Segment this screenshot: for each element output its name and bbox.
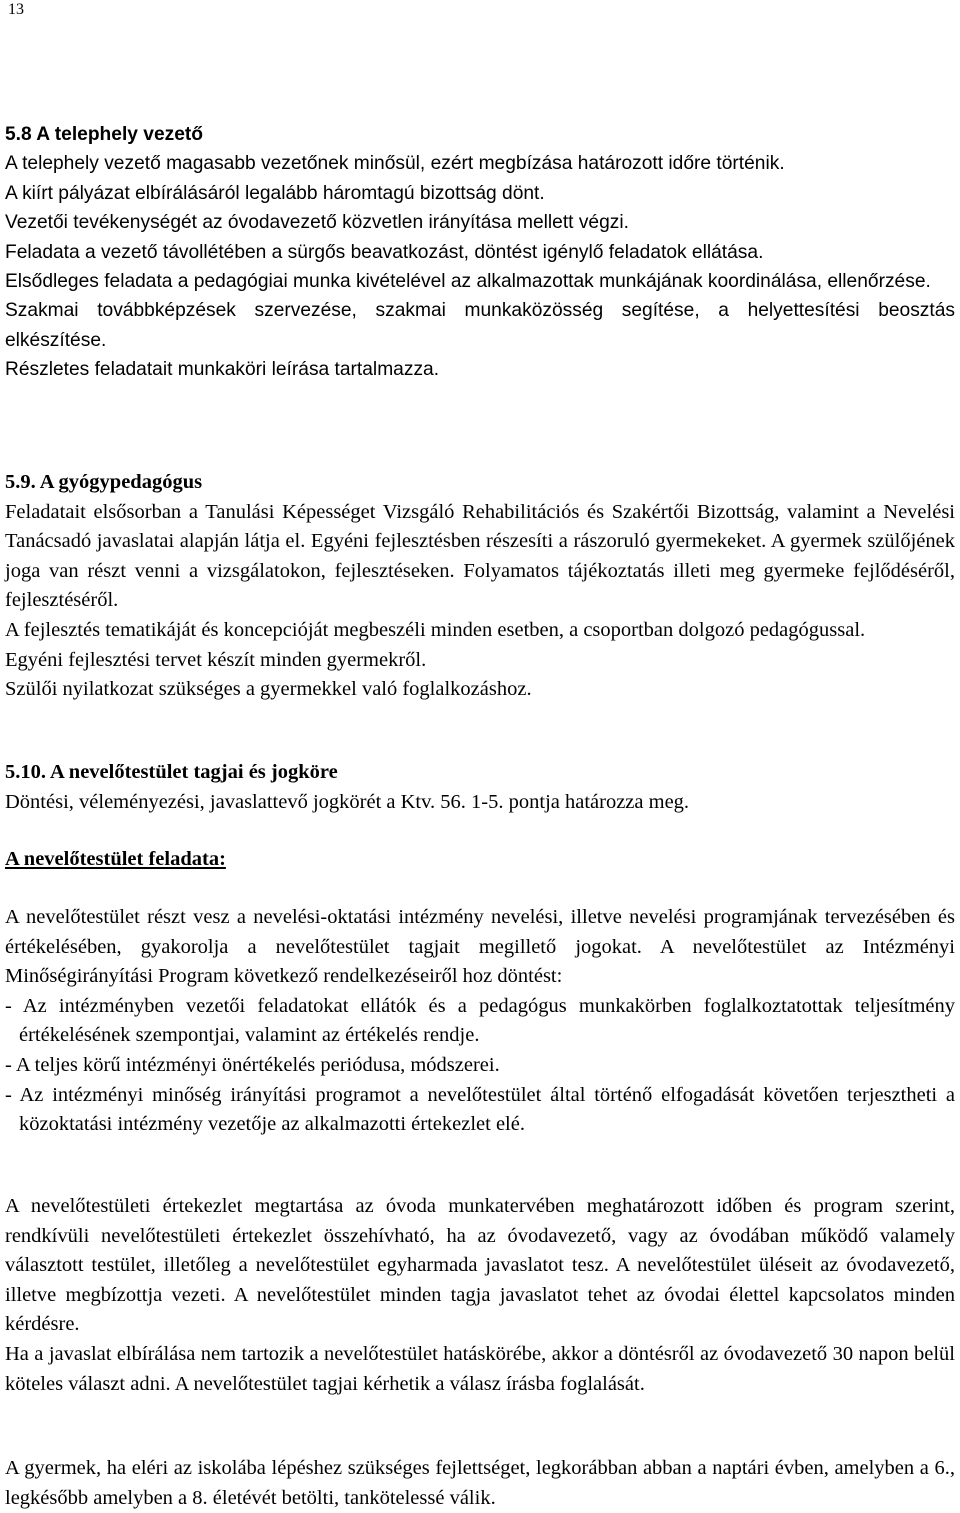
paragraph-primary-duty: Elsődleges feladata a pedagógiai munka kivételével az alkalmazottak munkájának koordinálása, ellenőrzése. <box>5 271 931 293</box>
list-item: - Az intézményi minőség irányítási programot a nevelőtestület által történő elfogadását követően terjesztheti a közoktatási intézmény vezetője az alkalmazotti értekezlet elé. <box>5 1083 955 1136</box>
section-heading: 5.8 A telephely vezető <box>5 124 203 145</box>
section-gyogypedagogus <box>5 468 955 705</box>
paragraph-parent: Szülői nyilatkozat szükséges a gyermekkel való foglalkozáshoz. <box>5 678 532 701</box>
paragraph-main: Feladatait elsősorban a Tanulási Képességet Vizsgáló Rehabilitációs és Szakértői Bizottság, valamint a Nevelési Tanácsadó javaslatai alapján látja el. Egyéni fejlesztésben részesíti a rászoruló gyermekeket. A gyermek szülőjének joga van részt venni a vizsgálatokon, fejlesztéseken. Folyamatos tájékoztatás illeti meg gyermeke fejlődéséről, fejlesztéséről. <box>5 500 955 612</box>
staff-duties-body <box>5 903 955 1140</box>
list-item: - A teljes körű intézményi önértékelés periódusa, módszerei. <box>5 1053 500 1076</box>
paragraph-closing: A gyermek, ha eléri az iskolába lépéshez szükséges fejlettséget, legkorábban abban a naptári évben, amelyben a 6., legkésőbb amelyben a 8. életévét betölti, tankötelessé válik. <box>5 1457 955 1509</box>
paragraph-line: Feladata a vezető távollétében a sürgős beavatkozást, döntést igénylő feladatok ellátása. <box>5 241 764 263</box>
paragraph-line: Vezetői tevékenységét az óvodavezető közvetlen irányítása mellett végzi. <box>5 212 629 234</box>
section-meeting <box>5 1192 955 1399</box>
paragraph-meeting: A nevelőtestületi értekezlet megtartása az óvoda munkatervében meghatározott időben és program szerint, rendkívüli nevelőtestületi értekezlet összehívható, ha az óvodavezető, vagy az óvodában működő valamely választott testület, illetőleg a nevelőtestület egyharmada javaslatot tesz. A nevelőtestület üléseit az óvodavezető, illetve megbízottja vezeti. A nevelőtestület minden tagja javaslatot tehet az óvodai élettel kapcsolatos minden kérdésre. <box>5 1195 955 1336</box>
section-telephely-vezeto <box>5 120 955 385</box>
section-closing <box>5 1454 955 1513</box>
list-item: - Az intézményben vezetői feladatokat ellátók és a pedagógus munkakörben foglalkoztatottak teljesítmény értékelésének szempontjai, valamint az értékelés rendje. <box>5 994 955 1047</box>
heading-title: A gyógypedagógus <box>39 471 203 493</box>
section-heading: 5.10. A nevelőtestület tagjai és jogköre <box>5 761 338 783</box>
section-heading <box>5 468 955 498</box>
section-nevelotestulet-feladata <box>5 845 955 875</box>
section-nevelotestulet <box>5 758 955 817</box>
page-number: 13 <box>8 1 24 18</box>
paragraph-proposal: Ha a javaslat elbírálása nem tartozik a nevelőtestület hatáskörébe, akkor a döntésről az óvodavezető 30 napon belül köteles választ adni. A nevelőtestület tagjai kérhetik a válasz írásba foglalását. <box>5 1342 955 1395</box>
heading-number: 5.9. <box>5 471 36 493</box>
paragraph-theme: A fejlesztés tematikáját és koncepcióját megbeszéli minden esetben, a csoportban dolgozó pedagógussal. <box>5 618 866 641</box>
section-heading: A nevelőtestület feladata: <box>5 848 226 870</box>
paragraph-intro: A nevelőtestület részt vesz a nevelési-oktatási intézmény nevelési, illetve nevelési programjának tervezésében és értékelésében, gyakorolja a nevelőtestület tagjait megillető jogokat. A nevelőtestület az Intézményi Minőségirányítási Program következő rendelkezéseiről hoz döntést: <box>5 906 955 988</box>
paragraph-line: A kiírt pályázat elbírálásáról legalább háromtagú bizottság dönt. <box>5 182 545 204</box>
paragraph-line: A telephely vezető magasabb vezetőnek minősül, ezért megbízása határozott időre történik. <box>5 153 785 175</box>
paragraph-plan: Egyéni fejlesztési tervet készít minden gyermekről. <box>5 648 427 671</box>
paragraph-training: Szakmai továbbképzések szervezése, szakmai munkaközösség segítése, a helyettesítési beosztás elkészítése. <box>5 300 955 351</box>
paragraph-jogkor: Döntési, véleményezési, javaslattevő jogkörét a Ktv. 56. 1-5. pontja határozza meg. <box>5 790 690 813</box>
paragraph-details: Részletes feladatait munkaköri leírása tartalmazza. <box>5 359 440 381</box>
